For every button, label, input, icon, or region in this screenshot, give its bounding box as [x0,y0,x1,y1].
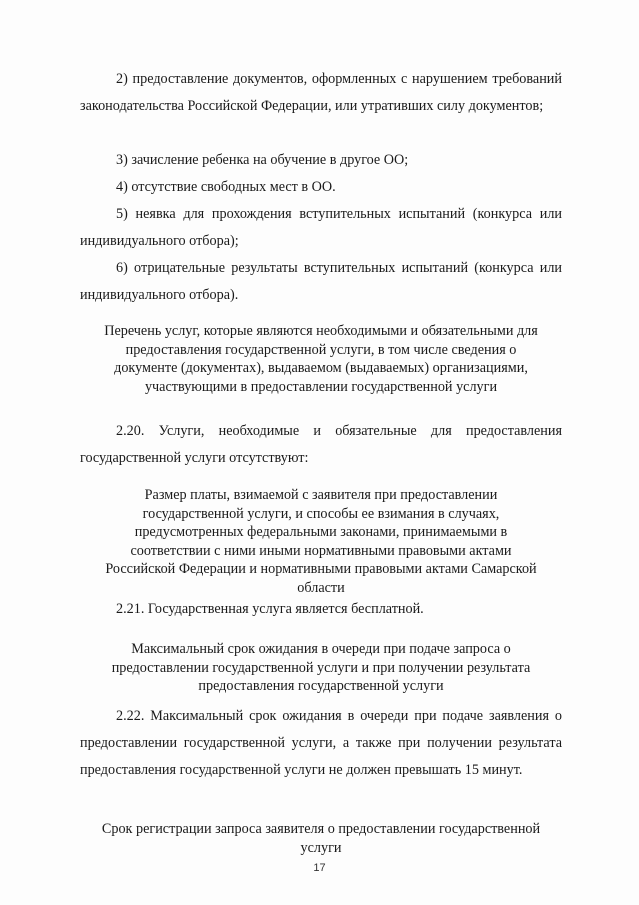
paragraph-2-22: 2.22. Максимальный срок ожидания в очереди при подаче заявления о предоставлении государственной услуги, а также при получении результата предоставления государственной услуги не должен превышать 15 минут. [80,708,562,778]
section-heading-wait: Максимальный срок ожидания в очереди при подаче запроса о предоставлении государственной услуги и при получении результата предоставления государственной услуги [111,641,531,694]
list-item-2: 2) предоставление документов, оформленных с нарушением требований законодательства Российской Федерации, или утративших силу документов; [80,71,562,114]
paragraph-2-20: 2.20. Услуги, необходимые и обязательные для предоставления государственной услуги отсутствуют: [80,423,562,466]
section-heading-registration: Срок регистрации запроса заявителя о предоставлении государственной услуги [101,821,541,856]
list-item-6: 6) отрицательные результаты вступительных испытаний (конкурса или индивидуального отбора). [80,260,562,303]
list-item-3: 3) зачисление ребенка на обучение в другое ОО; [116,152,409,168]
page-number: 17 [313,862,326,874]
list-item-4: 4) отсутствие свободных мест в ОО. [116,179,336,195]
list-item-5: 5) неявка для прохождения вступительных испытаний (конкурса или индивидуального отбора); [80,206,562,249]
section-heading-services: Перечень услуг, которые являются необходимыми и обязательными для предоставления государственной услуги, в том числе сведения о документе (документах), выдаваемом (выдаваемых) организациями, участвующими в предоставлении государственной услуги [104,323,538,395]
paragraph-2-21: 2.21. Государственная услуга является бесплатной. [116,601,424,617]
section-heading-fee: Размер платы, взимаемой с заявителя при предоставлении государственной услуги, и способы ее взимания в случаях, предусмотренных федеральными законами, принимаемыми в соответствии с ними иными нормативными правовыми актами Российской Федерации и нормативными правовыми актами Самарской области [105,487,537,596]
